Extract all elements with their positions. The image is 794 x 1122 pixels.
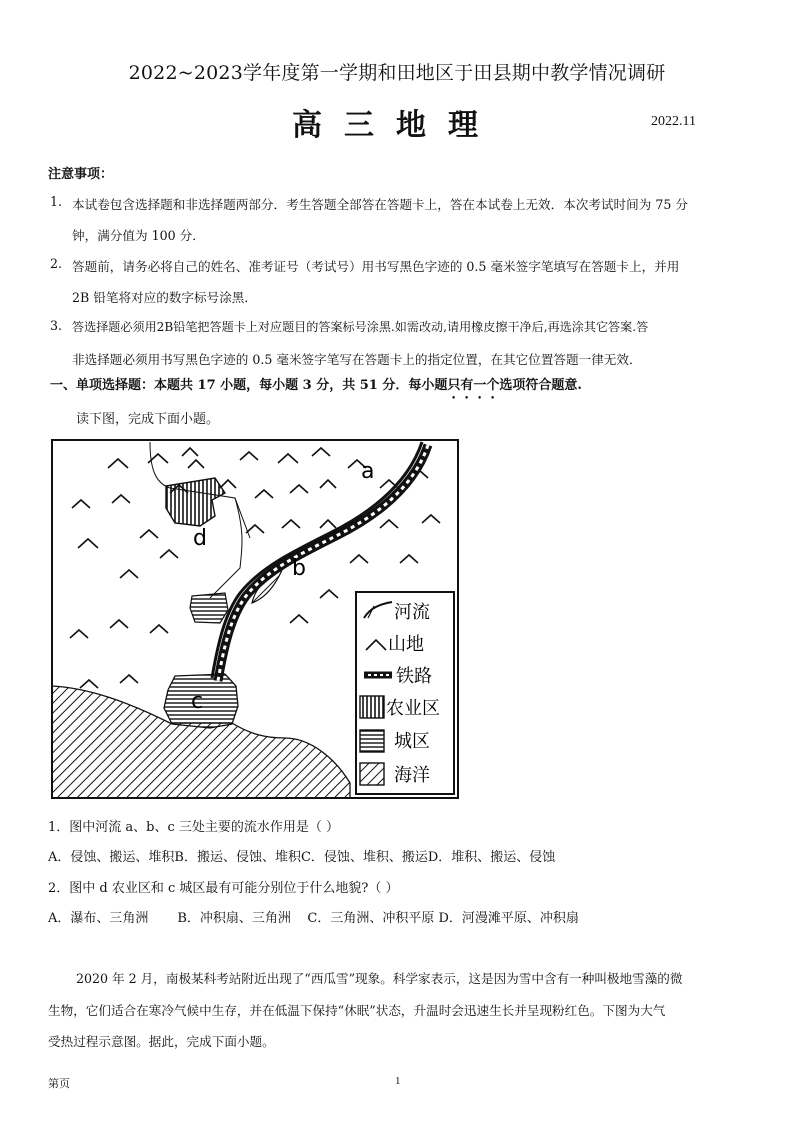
legend-ocean xyxy=(360,763,430,786)
farm-legend-icon xyxy=(360,696,384,718)
legend-farm xyxy=(360,696,440,719)
label-a: a xyxy=(361,459,375,484)
svg-text:铁路: 铁路 xyxy=(396,666,432,687)
question-1-options: A．侵蚀、搬运、堆积B．搬运、侵蚀、堆积C．侵蚀、堆积、搬运D．堆积、搬运、侵蚀 xyxy=(48,850,556,865)
notice-heading: 注意事项： xyxy=(48,167,114,182)
svg-text:河流: 河流 xyxy=(394,602,430,623)
city-area-upper xyxy=(190,593,228,623)
notice-item-2-num: 2. xyxy=(50,256,63,271)
question-1-stem: 1．图中河流 a、b、c 三处主要的流水作用是（ ） xyxy=(48,820,340,835)
footer-page-number: 1 xyxy=(395,1075,401,1087)
subject-title: 高三地理 xyxy=(292,108,500,143)
river-map-figure xyxy=(50,438,460,800)
section-heading-post: 选项符合题意. xyxy=(499,378,582,393)
section-heading-emphasis: 只有一个 xyxy=(447,378,500,393)
notice-item-1-line1: 本试卷包含选择题和非选择题两部分．考生答题全部答在答题卡上，答在本试卷上无效．本次考试时间为 75 分 xyxy=(72,197,688,212)
passage-line-1: 2020 年 2 月，南极某科考站附近出现了“西瓜雪”现象。科学家表示，这是因为雪中含有一种叫极地雪藻的微 xyxy=(76,971,683,986)
svg-text:城区: 城区 xyxy=(394,731,430,752)
notice-item-1-line2: 钟，满分值为 100 分． xyxy=(72,228,205,243)
section-heading xyxy=(50,374,582,402)
label-c: c xyxy=(191,689,204,714)
question-2-stem: 2．图中 d 农业区和 c 城区最有可能分别位于什么地貌?（ ） xyxy=(48,881,399,896)
passage-line-2: 生物，它们适合在寒冷气候中生存，并在低温下保持“休眠”状态，升温时会迅速生长并呈现粉红色。下图为大气 xyxy=(48,1003,666,1018)
svg-text:农业区: 农业区 xyxy=(386,698,440,719)
notice-item-3-line2: 非选择题必须用书写黑色字迹的 0.5 毫米签字笔写在答题卡上的指定位置，在其它位置答题一律无效． xyxy=(72,352,642,367)
section-heading-pre: 一、单项选择题：本题共 17 小题，每小题 3 分，共 51 分．每小题 xyxy=(50,378,448,393)
exam-date: 2022.11 xyxy=(651,114,696,129)
legend-city xyxy=(360,730,430,752)
label-b: b xyxy=(292,556,306,581)
question-2-options: A．瀑布、三角洲 B．冲积扇、三角洲 C．三角洲、冲积平原 D．河漫滩平原、冲积扇 xyxy=(48,911,579,926)
notice-item-1-num: 1. xyxy=(50,194,63,209)
exam-title: 2022~2023学年度第一学期和田地区于田县期中教学情况调研 xyxy=(128,62,666,84)
map-intro: 读下图，完成下面小题。 xyxy=(76,412,220,427)
svg-text:山地: 山地 xyxy=(388,634,424,655)
notice-item-2-line2: 2B 铅笔将对应的数字标号涂黑． xyxy=(72,290,257,305)
label-d: d xyxy=(193,526,207,551)
passage-line-3: 受热过程示意图。据此，完成下面小题。 xyxy=(48,1034,275,1049)
notice-item-3-num: 3. xyxy=(50,318,63,333)
svg-text:海洋: 海洋 xyxy=(394,765,430,786)
footer-page-label: 第页 xyxy=(48,1078,70,1090)
city-legend-icon xyxy=(360,730,384,752)
ocean-legend-icon xyxy=(360,763,384,785)
notice-item-3-line1: 答选择题必须用2B铅笔把答题卡上对应题目的答案标号涂黑.如需改动,请用橡皮擦干净后,再选涂其它答案.答 xyxy=(72,320,649,334)
notice-item-2-line1: 答题前，请务必将自己的姓名、准考证号（考试号）用书写黑色字迹的 0.5 毫米签字笔填写在答题卡上，并用 xyxy=(72,259,680,274)
